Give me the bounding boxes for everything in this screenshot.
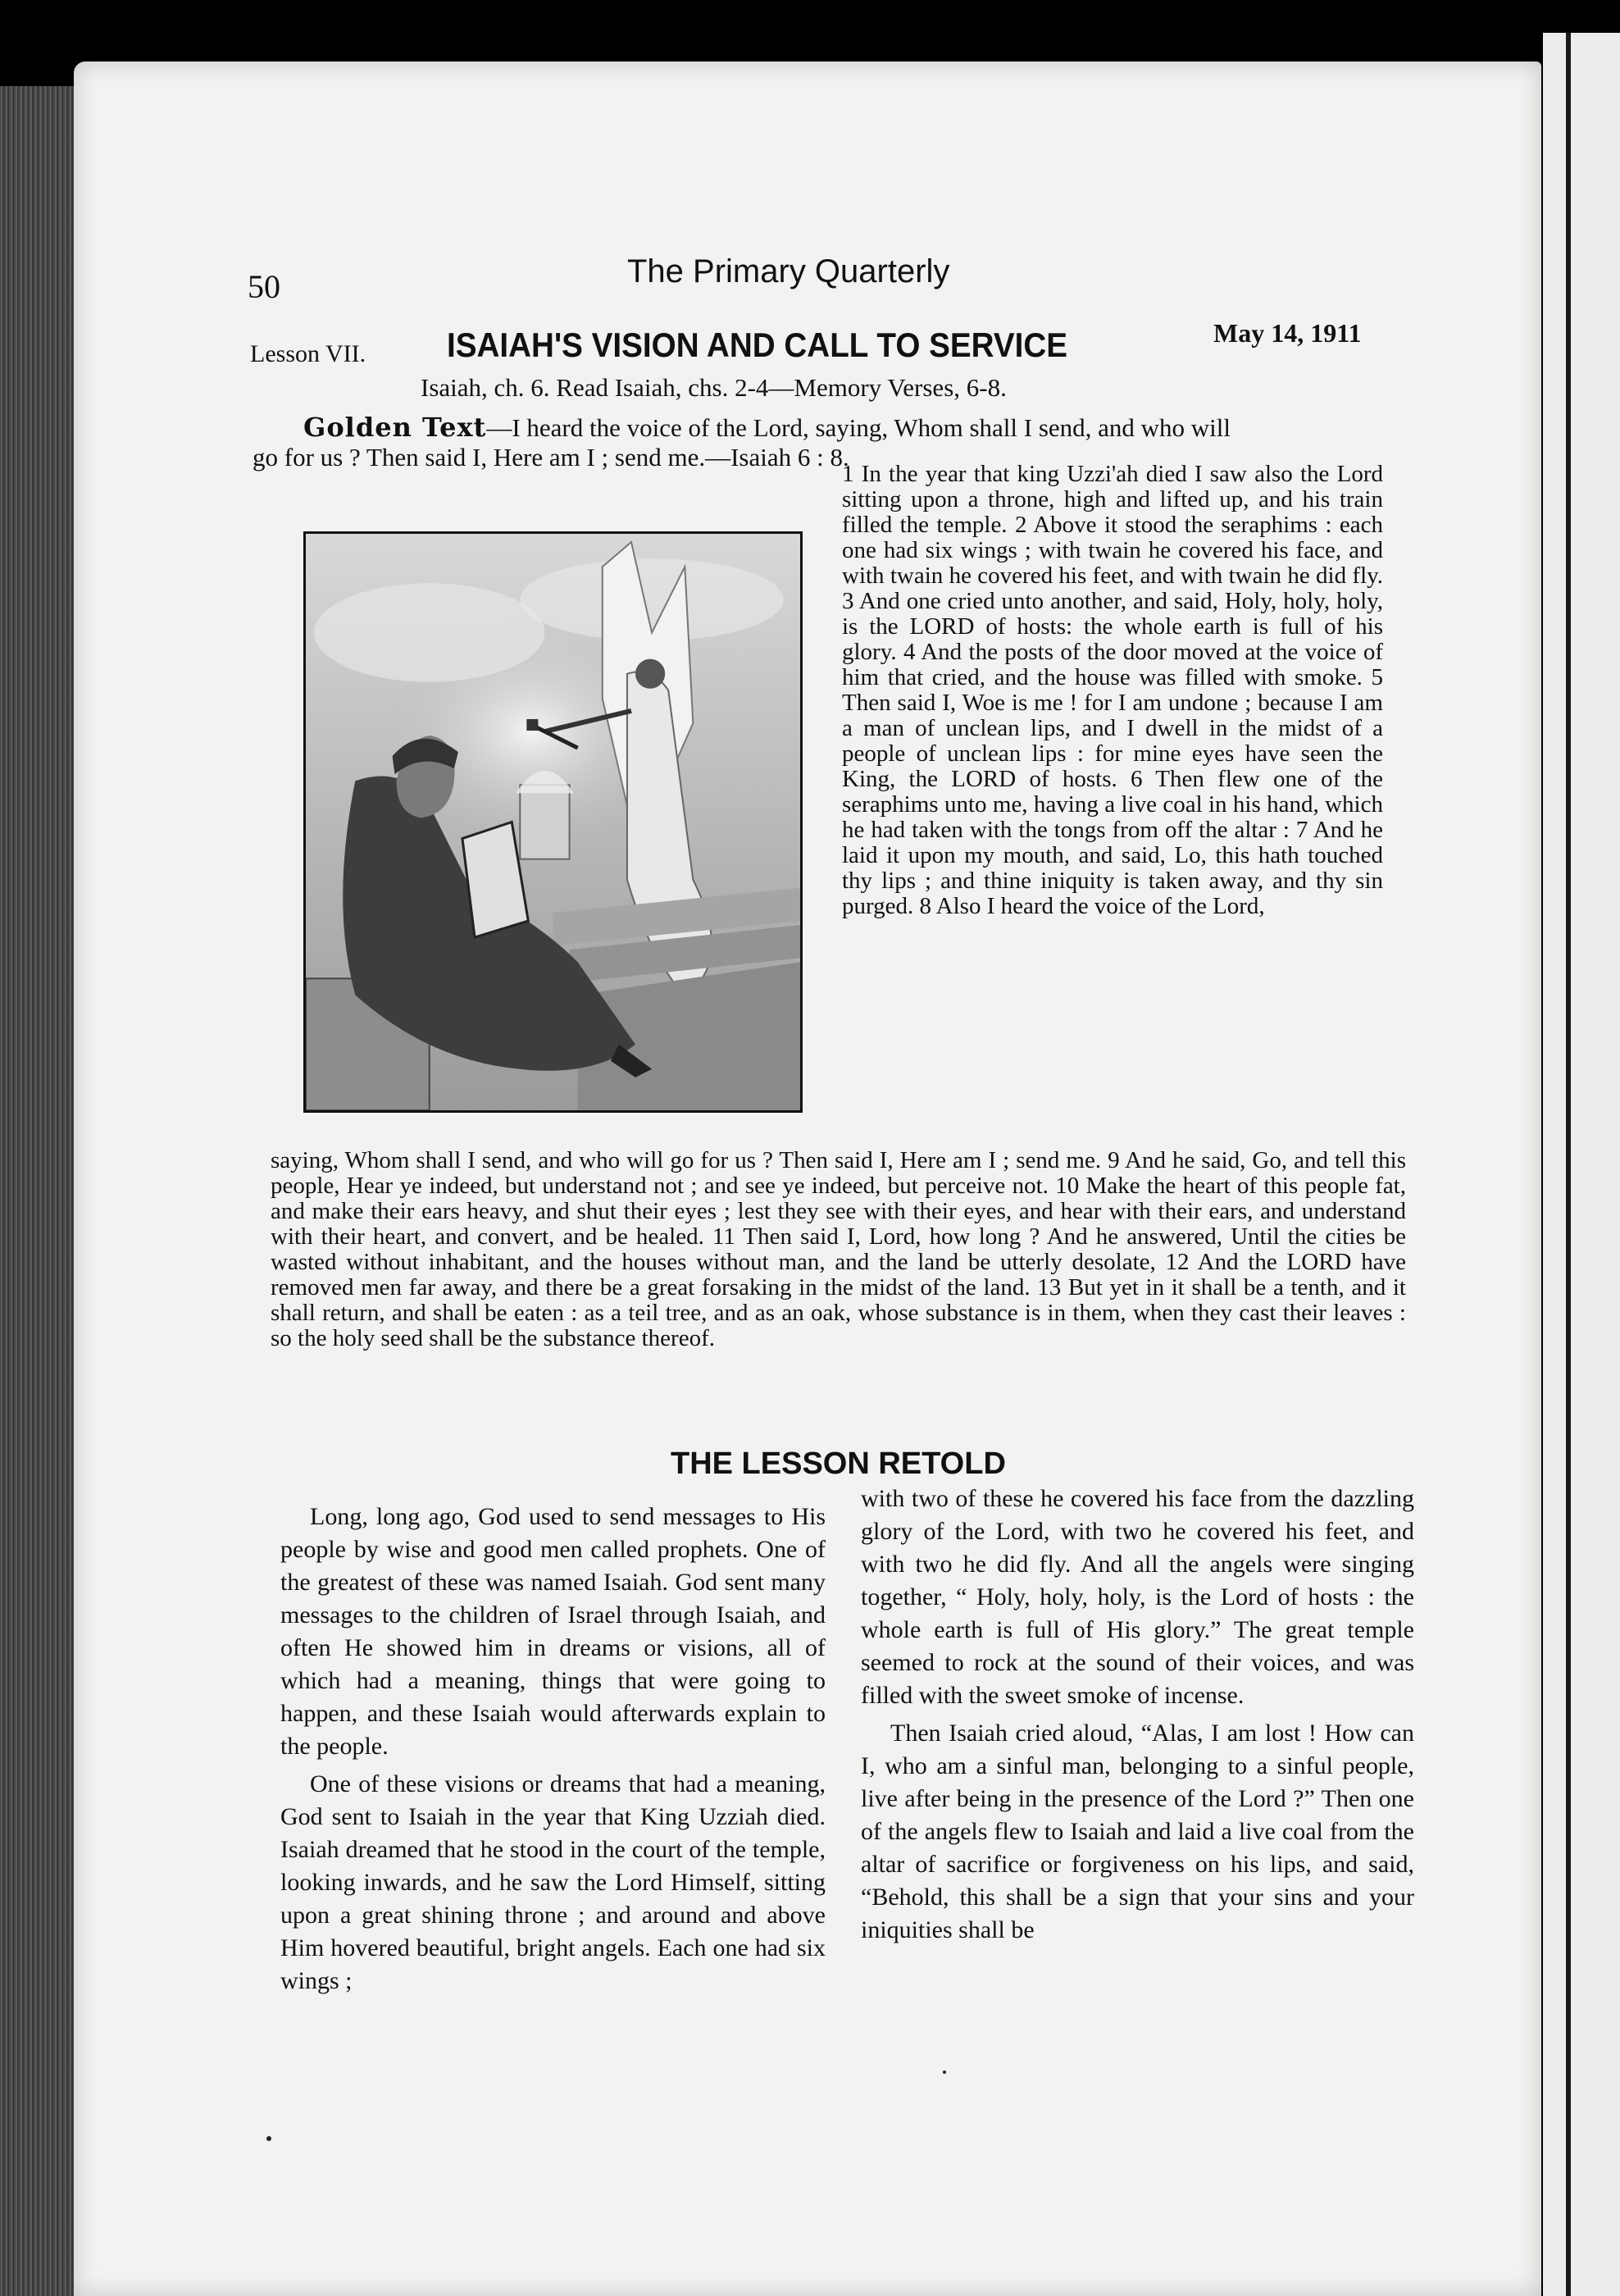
lesson-number: Lesson VII. (250, 340, 366, 367)
page-number: 50 (248, 268, 280, 305)
illustration-drawing (306, 534, 800, 1110)
retold-paragraph: with two of these he covered his face from the dazzling glory of the Lord, with two he covered his feet, and with two he did fly. And all the angels were singing together, “ Holy, holy, holy, is the Lord of hosts : the whole earth is full of His glory.” The great temple seemed to rock at the sound of their voices, and was filled with the sweet smoke of incense. (861, 1485, 1414, 1709)
ink-speck (266, 2136, 271, 2141)
lesson-title: ISAIAH'S VISION AND CALL TO SERVICE (447, 326, 1068, 364)
golden-text-first: —I heard the voice of the Lord, saying, Whom shall I send, and who will (486, 413, 1231, 442)
scripture-verses-beside-illustration: 1 In the year that king Uzzi'ah died I saw also the Lord sitting upon a throne, high and lifted up, and his train filled the temple. 2 Above it stood the seraphims : each one had six wings ; with twain he covered his face, and with twain he covered his feet, and with twain he did fly. 3 And one cried unto another, and said, Holy, holy, holy, is the LORD of hosts: the whole earth is full of his glory. 4 And the posts of the door moved at the voice of him that cried, and the house was filled with smoke. 5 Then said I, Woe is me ! for I am undone ; because I am a man of unclean lips, and I dwell in the midst of a people of unclean lips : for mine eyes have seen the King, the LORD of hosts. 6 Then flew one of the seraphims unto me, having a live coal in his hand, which he had taken with the tongs from off the altar : 7 And he laid it upon my mouth, and said, Lo, this hath touched thy lips ; and thine iniquity is taken away, and thy sin purged. 8 Also I heard the voice of the Lord, (842, 461, 1383, 919)
retold-column-left (280, 1501, 826, 1998)
retold-column-right (861, 1483, 1414, 1947)
retold-paragraph: Long, long ago, God used to send messages to His people by wise and good men called prophets. One of the greatest of these was named Isaiah. God sent many messages to the children of Israel through Isaiah, and often He showed him in dreams or visions, all of which had a meaning, things that were going to happen, and these Isaiah would afterwards explain to the people. (280, 1503, 826, 1760)
scripture-verses-full-width: saying, Whom shall I send, and who will go for us ? Then said I, Here am I ; send me. 9 And he said, Go, and tell this people, Hear ye indeed, but understand not ; and see ye indeed, but perceive not. 10 Make the heart of this people fat, and make their ears heavy, and shut their eyes ; lest they see with their eyes, and hear with their ears, and understand with their heart, and convert, and be healed. 11 Then said I, Lord, how long ? And he answered, Until the cities be wasted without inhabitant, and the houses without man, and the land be utterly desolate, 12 And the LORD have removed men far away, and there be a great forsaking in the midst of the land. 13 But yet in it shall be a tenth, and it shall return, and shall be eaten : as a teil tree, and as an oak, whose substance is in them, when they cast their leaves : so the holy seed shall be the substance thereof. (271, 1147, 1406, 1351)
facing-page (1543, 33, 1620, 2296)
facing-page-gutter (1566, 33, 1571, 2296)
scripture-reference: Isaiah, ch. 6. Read Isaiah, chs. 2-4—Memory Verses, 6-8. (421, 373, 1007, 402)
retold-paragraph: One of these visions or dreams that had a meaning, God sent to Isaiah in the year that King Uzziah died. Isaiah dreamed that he stood in the court of the temple, looking inwards, and he saw the Lord Himself, sitting upon a great shining throne ; and around and above Him hovered beautiful, bright angels. Each one had six wings ; (280, 1770, 826, 1994)
section-heading: THE LESSON RETOLD (671, 1446, 1006, 1481)
golden-text-line-1 (303, 412, 1231, 443)
running-title: The Primary Quarterly (627, 253, 950, 289)
ink-speck (943, 2070, 946, 2074)
isaiah-seraph-illustration (303, 531, 803, 1113)
lesson-date: May 14, 1911 (1213, 318, 1362, 348)
golden-text-line-2: go for us ? Then said I, Here am I ; send me.—Isaiah 6 : 8. (253, 443, 849, 472)
golden-text-label: Golden Text (303, 412, 487, 443)
retold-paragraph: Then Isaiah cried aloud, “Alas, I am lost ! How can I, who am a sinful man, belonging to a sinful people, live after being in the presence of the Lord ?” Then one of the angels flew to Isaiah and laid a live coal from the altar of sacrifice or forgiveness on his lips, and said, “Behold, this shall be a sign that your sins and your iniquities shall be (861, 1720, 1414, 1943)
book-page-edges (0, 86, 78, 2296)
